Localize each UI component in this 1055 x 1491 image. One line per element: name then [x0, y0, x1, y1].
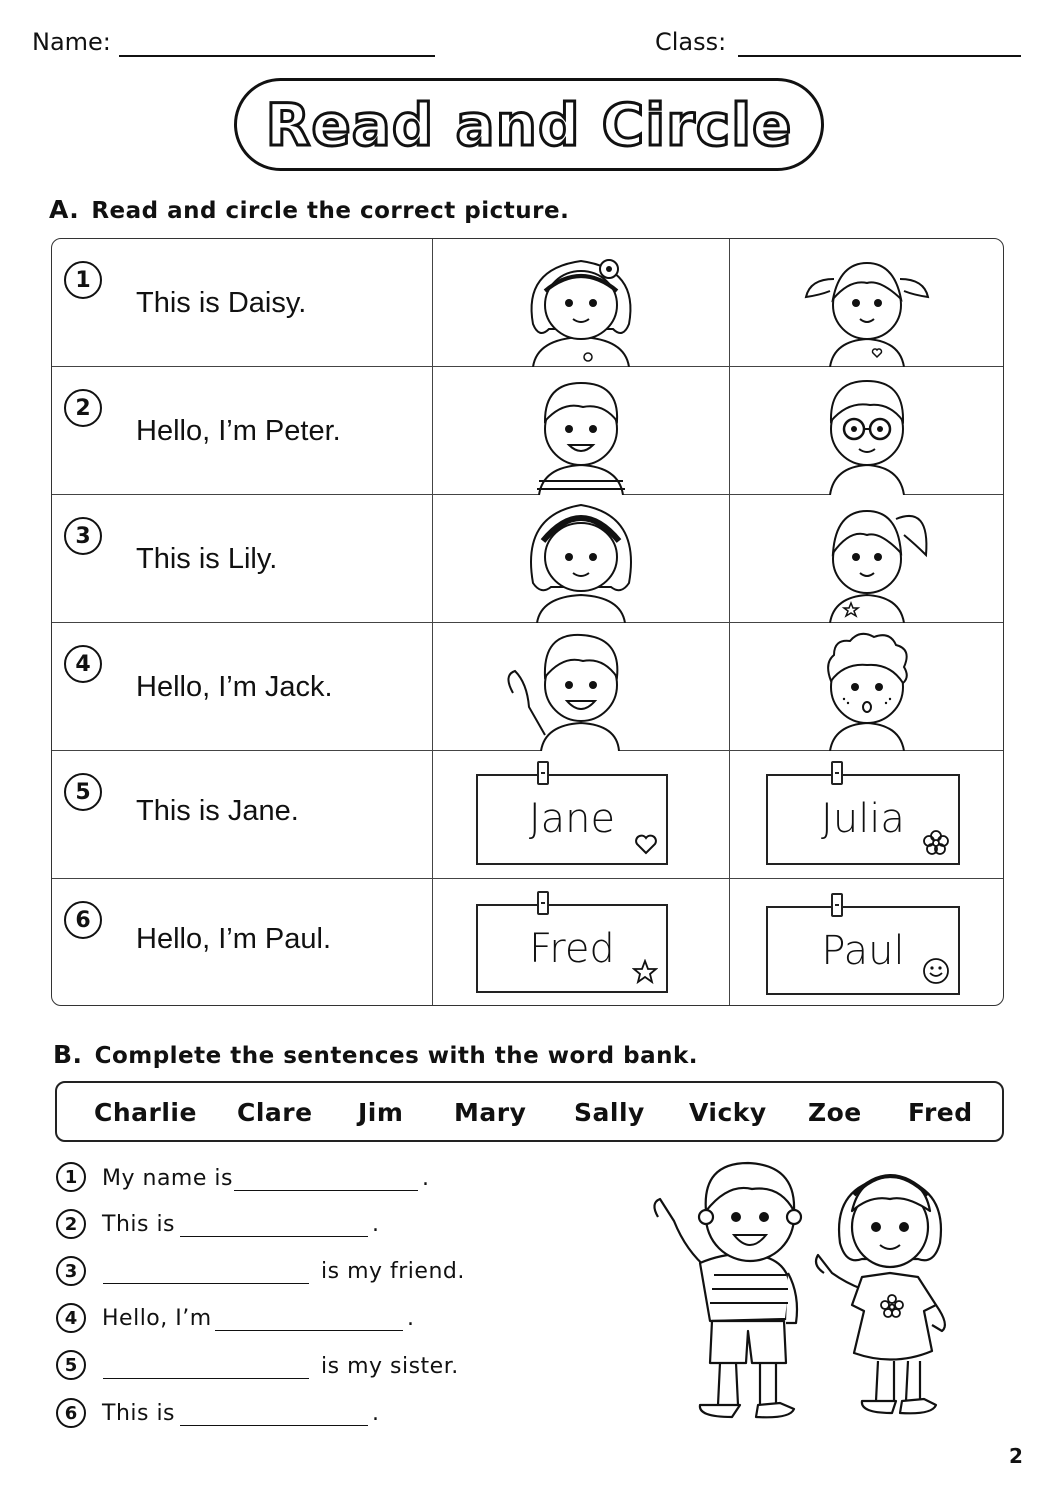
- sentence-cell: [52, 239, 433, 366]
- sentence-number: 4: [56, 1303, 86, 1333]
- word-bank-item: Mary: [454, 1098, 527, 1127]
- choice-girl-headband[interactable]: [433, 495, 730, 622]
- answer-blank[interactable]: [234, 1190, 418, 1191]
- row-sentence: This is Daisy.: [136, 287, 307, 319]
- sentence-number: 3: [56, 1256, 86, 1286]
- star-icon: [632, 959, 658, 985]
- section-a-instruction: Read and circle the correct picture.: [91, 198, 570, 224]
- kids-waving-illustration: [640, 1155, 980, 1440]
- sentence-text: .: [422, 1166, 430, 1191]
- class-label: Class:: [655, 28, 727, 56]
- sentence-cell: [52, 623, 433, 750]
- table-row: [52, 367, 1003, 495]
- word-bank-item: Sally: [574, 1098, 645, 1127]
- sentence-cell: [52, 367, 433, 494]
- sentence-text: Hello, I’m: [102, 1306, 212, 1331]
- name-tag: [766, 774, 960, 865]
- row-sentence: This is Lily.: [136, 543, 278, 575]
- name-tag-text: Julia: [821, 796, 905, 842]
- smiley-icon: [922, 957, 950, 985]
- word-bank-item: Vicky: [689, 1098, 767, 1127]
- row-number: 1: [64, 261, 102, 299]
- table-row: [52, 751, 1003, 879]
- section-a-letter: A.: [49, 195, 80, 224]
- sentence-text: This is: [102, 1401, 176, 1426]
- sentence-number: 1: [56, 1162, 86, 1192]
- answer-blank[interactable]: [215, 1330, 403, 1331]
- flower-icon: [922, 829, 950, 857]
- page-title: Read and Circle: [265, 90, 793, 159]
- sentence-cell: [52, 879, 433, 1006]
- sentence-cell: [52, 751, 433, 878]
- choice-name-tag[interactable]: [730, 751, 1004, 878]
- paper-clip-icon: [537, 761, 549, 785]
- sentence-number: 5: [56, 1350, 86, 1380]
- table-row: [52, 623, 1003, 751]
- section-b-instruction: Complete the sentences with the word bank.: [94, 1043, 699, 1069]
- choice-boy-curly-hair[interactable]: [730, 623, 1004, 750]
- row-sentence: Hello, I’m Paul.: [136, 923, 332, 955]
- answer-blank[interactable]: [180, 1236, 368, 1237]
- choice-boy-glasses[interactable]: [730, 367, 1004, 494]
- row-number: 5: [64, 773, 102, 811]
- sentence-text: is my sister.: [321, 1354, 459, 1379]
- table-row: [52, 495, 1003, 623]
- word-bank-item: Charlie: [94, 1098, 197, 1127]
- answer-blank[interactable]: [103, 1283, 309, 1284]
- paper-clip-icon: [537, 891, 549, 915]
- sentence-cell: [52, 495, 433, 622]
- choice-boy-waving[interactable]: [433, 623, 730, 750]
- word-bank: [55, 1081, 1004, 1142]
- name-tag-text: Paul: [821, 928, 905, 974]
- choice-boy-striped-shirt[interactable]: [433, 367, 730, 494]
- sentence-text: My name is: [102, 1166, 233, 1191]
- choice-girl-ponytail[interactable]: [730, 495, 1004, 622]
- choice-name-tag[interactable]: [730, 879, 1004, 1006]
- class-field[interactable]: [738, 55, 1021, 57]
- sentence-text: This is: [102, 1212, 176, 1237]
- choice-girl-pigtails[interactable]: [730, 239, 1004, 366]
- choice-girl-headband-flower[interactable]: [433, 239, 730, 366]
- sentence-number: 2: [56, 1209, 86, 1239]
- section-a-heading: [49, 195, 569, 224]
- name-label: Name:: [32, 28, 111, 56]
- word-bank-item: Zoe: [808, 1098, 862, 1127]
- row-number: 2: [64, 389, 102, 427]
- sentence-text: is my friend.: [321, 1259, 465, 1284]
- answer-blank[interactable]: [103, 1378, 309, 1379]
- name-field[interactable]: [119, 55, 435, 57]
- page-number: 2: [1009, 1444, 1023, 1468]
- name-tag: [476, 904, 668, 993]
- sentence-text: .: [372, 1212, 380, 1237]
- paper-clip-icon: [831, 761, 843, 785]
- row-number: 6: [64, 901, 102, 939]
- name-tag: [476, 774, 668, 865]
- name-tag-text: Jane: [528, 796, 616, 842]
- sentence-text: .: [407, 1306, 415, 1331]
- word-bank-item: Jim: [358, 1098, 404, 1127]
- heart-icon: [634, 833, 658, 855]
- title-banner: [234, 78, 824, 171]
- paper-clip-icon: [831, 893, 843, 917]
- row-sentence: This is Jane.: [136, 795, 299, 827]
- row-number: 3: [64, 517, 102, 555]
- name-tag-text: Fred: [529, 926, 615, 972]
- sentence-number: 6: [56, 1398, 86, 1428]
- answer-blank[interactable]: [180, 1425, 368, 1426]
- choice-name-tag[interactable]: [433, 751, 730, 878]
- row-number: 4: [64, 645, 102, 683]
- table-row: [52, 239, 1003, 367]
- choice-name-tag[interactable]: [433, 879, 730, 1006]
- table-row: [52, 879, 1003, 1006]
- row-sentence: Hello, I’m Jack.: [136, 671, 333, 703]
- word-bank-item: Clare: [237, 1098, 313, 1127]
- sentence-text: .: [372, 1401, 380, 1426]
- picture-table: [51, 238, 1004, 1006]
- row-sentence: Hello, I’m Peter.: [136, 415, 341, 447]
- name-tag: [766, 906, 960, 995]
- section-b-heading: [53, 1040, 698, 1069]
- section-b-letter: B.: [53, 1040, 83, 1069]
- word-bank-item: Fred: [908, 1098, 973, 1127]
